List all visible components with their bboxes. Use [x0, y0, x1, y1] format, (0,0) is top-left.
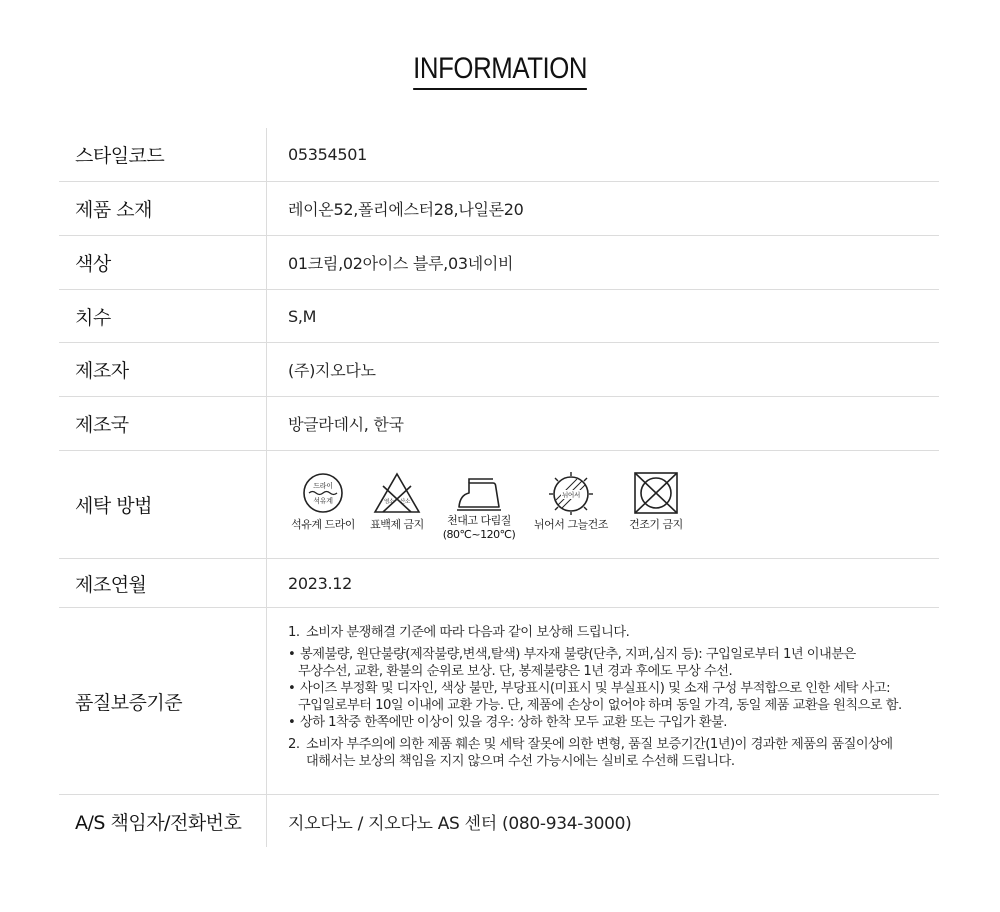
- row-size: [59, 290, 939, 343]
- icon-caption: [443, 514, 516, 542]
- row-value: 지오다노 / 지오다노 AS 센터 (080-934-3000): [288, 813, 632, 834]
- icon-inner-text: 염소: [383, 499, 395, 505]
- washing-icons: [267, 451, 939, 558]
- row-label: 제조연월: [59, 559, 267, 607]
- icon-caption: 건조기 금지: [629, 518, 683, 531]
- icon-caption-line: 천대고 다림질: [447, 514, 511, 527]
- quality-bullet: [288, 680, 939, 697]
- row-as: [59, 795, 939, 847]
- row-date: [59, 559, 939, 608]
- row-label: A/S 책임자/전화번호: [59, 795, 267, 847]
- quality-text: 사이즈 부정확 및 디자인, 색상 불만, 부당표시(미표시 및 부실표시) 및 소재 구성 부적합으로 인한 세탁 사고:: [300, 681, 891, 696]
- quality-marker: •: [288, 647, 296, 662]
- row-label: 치수: [59, 290, 267, 342]
- quality-text: 무상수선, 교환, 환불의 순위로 보상. 단, 봉제불량은 1년 경과 후에도 무상 수선.: [298, 664, 733, 679]
- row-country: [59, 397, 939, 451]
- row-label: 제조자: [59, 343, 267, 396]
- quality-item: [288, 736, 939, 753]
- quality-text: 소비자 분쟁해결 기준에 따라 다음과 같이 보상해 드립니다.: [306, 625, 630, 640]
- row-washing: [59, 451, 939, 559]
- info-table: [59, 128, 939, 847]
- quality-marker: 1.: [288, 625, 300, 640]
- icon-caption-line: (80℃~120℃): [442, 528, 516, 541]
- quality-text: 대해서는 보상의 책임을 지지 않으며 수선 가능시에는 실비로 수선해 드립니다.: [306, 754, 735, 769]
- iron-with-cloth-icon: [455, 471, 503, 511]
- icon-inner-text: 드라이: [313, 482, 333, 490]
- icon-inner-text: 산소: [399, 499, 411, 505]
- row-value: (주)지오다노: [288, 361, 376, 380]
- washing-icon-item: [440, 471, 518, 542]
- quality-bullet: [288, 646, 939, 663]
- quality-text: 구입일로부터 10일 이내에 교환 가능. 단, 제품에 손상이 없어야 하며 동일 가격, 동일 제품 교환을 원칙으로 함.: [298, 698, 902, 713]
- quality-text: 상하 1착중 한쪽에만 이상이 있을 경우: 상하 한착 모두 교환 또는 구입가 환불.: [300, 715, 727, 730]
- row-value: 방글라데시, 한국: [288, 415, 404, 434]
- icon-caption: 뉘어서 그늘건조: [534, 518, 608, 531]
- no-tumble-dry-icon: [633, 471, 679, 515]
- quality-text: 봉제불량, 원단불량(제작불량,변색,탈색) 부자재 불량(단추, 지퍼,심지 등): 구입일로부터 1년 이내분은: [300, 647, 856, 662]
- row-label: 색상: [59, 236, 267, 289]
- row-label: 품질보증기준: [59, 608, 267, 794]
- row-value: 01크림,02아이스 블루,03네이비: [288, 254, 514, 273]
- row-manufacturer: [59, 343, 939, 397]
- row-label: 제조국: [59, 397, 267, 450]
- page-title: INFORMATION: [413, 52, 587, 90]
- row-label: 스타일코드: [59, 128, 267, 181]
- row-style-code: [59, 128, 939, 182]
- row-value: 레이온52,폴리에스터28,나일론20: [288, 200, 524, 219]
- title-wrap: [0, 52, 1000, 90]
- row-color: [59, 236, 939, 290]
- icon-caption: 석유계 드라이: [291, 518, 355, 531]
- quality-marker: •: [288, 715, 296, 730]
- row-value: 05354501: [288, 145, 368, 164]
- quality-bullet: [288, 714, 939, 731]
- washing-icon-item: [358, 471, 436, 532]
- washing-icon-item: [620, 471, 692, 532]
- quality-text: 소비자 부주의에 의한 제품 훼손 및 세탁 잘못에 의한 변형, 품질 보증기간(1년)이 경과한 제품의 품질이상에: [306, 737, 893, 752]
- washing-icon-item: [526, 471, 616, 532]
- quality-marker: •: [288, 681, 296, 696]
- row-label: 제품 소재: [59, 182, 267, 235]
- icon-caption: 표백제 금지: [370, 518, 424, 531]
- quality-item: [288, 624, 939, 641]
- petroleum-dry-clean-icon: [301, 471, 345, 515]
- quality-marker: 2.: [288, 737, 300, 752]
- row-value: S,M: [288, 306, 317, 326]
- row-label: 세탁 방법: [59, 451, 267, 558]
- row-material: [59, 182, 939, 236]
- quality-standard-text: [267, 608, 939, 794]
- washing-icon-item: [288, 471, 358, 532]
- row-quality: [59, 608, 939, 795]
- icon-inner-text: 뉘어서: [562, 491, 580, 499]
- shade-dry-icon: [548, 471, 594, 515]
- no-bleach-icon: [372, 471, 422, 515]
- row-value: 2023.12: [288, 573, 353, 593]
- icon-inner-text: 석유계: [313, 497, 333, 505]
